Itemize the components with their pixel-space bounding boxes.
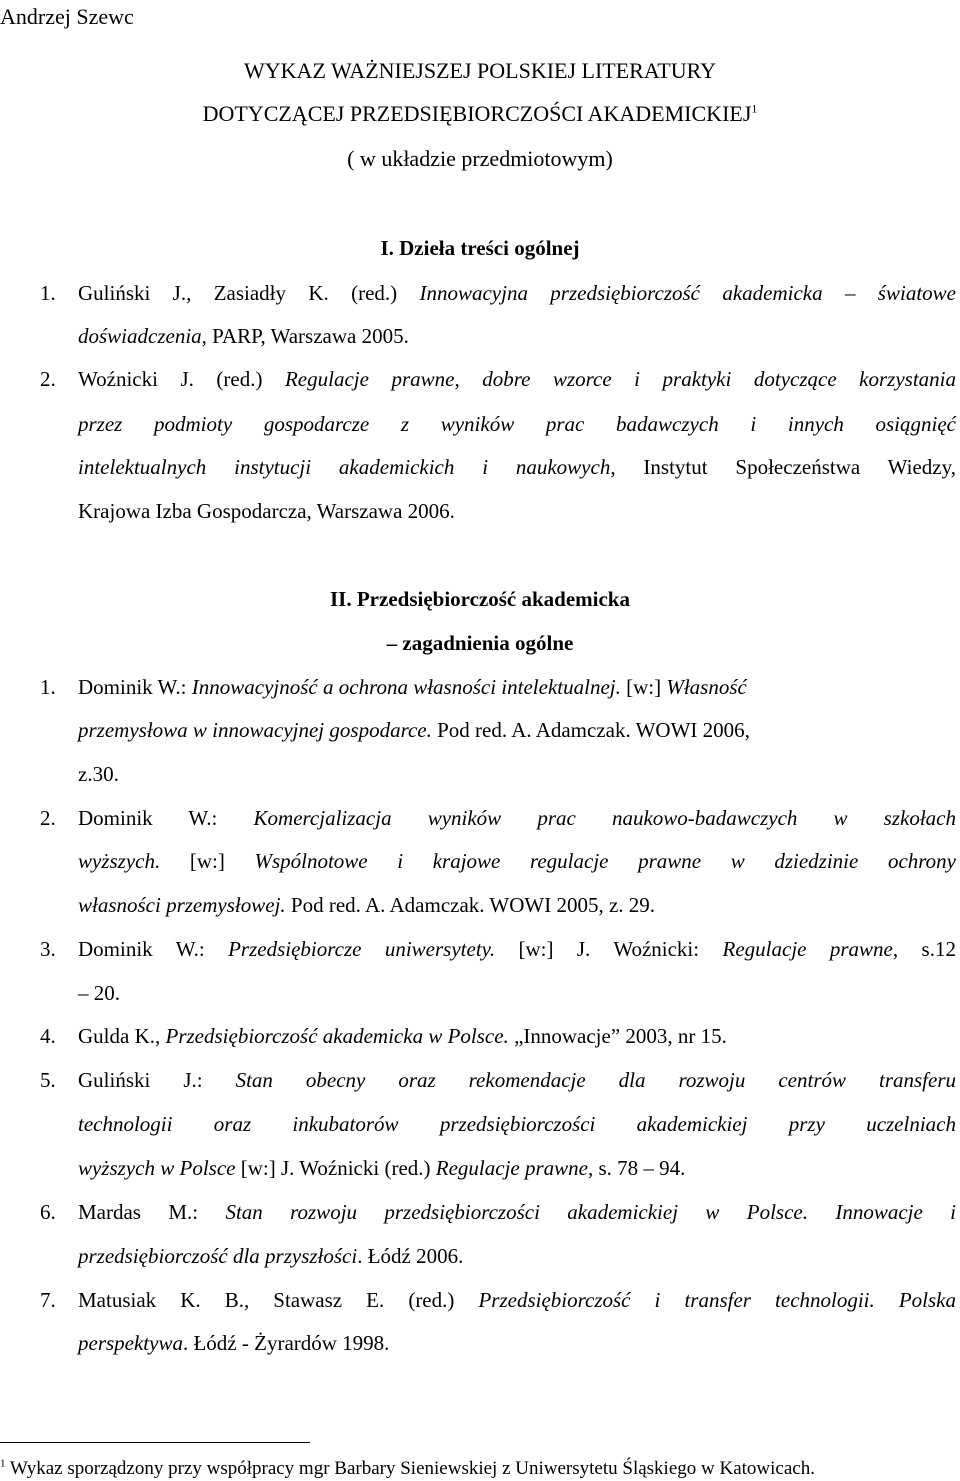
list-item-text	[78, 675, 747, 700]
list-item-text: z.30.	[78, 762, 119, 786]
list-item-text	[78, 1200, 956, 1225]
section-2-heading: II. Przedsiębiorczość akademicka	[330, 587, 630, 611]
item-title: perspektywa	[78, 1331, 183, 1355]
list-item-number: 6.	[40, 1200, 56, 1224]
item-title: intelektualnych instytucji akademickich i naukowych	[78, 455, 611, 479]
document-title-text: DOTYCZĄCEJ PRZEDSIĘBIORCZOŚCI AKADEMICKIEJ	[202, 101, 752, 126]
item-title: Komercjalizacja wyników prac naukowo-badawczych w szkołach	[253, 806, 956, 830]
item-title: Innowacyjna przedsiębiorczość akademicka – światowe	[419, 281, 956, 305]
list-item-text	[78, 1024, 727, 1049]
footnote	[0, 1458, 815, 1480]
list-item-number: 1.	[40, 281, 56, 305]
item-source: „Innowacje” 2003, nr 15.	[508, 1024, 727, 1048]
item-source: Wspólnotowe i krajowe regulacje prawne w dziedzinie ochrony	[254, 849, 956, 873]
item-title: Innowacyjność a ochrona własności intelektualnej.	[191, 675, 621, 699]
list-item-number: 2.	[40, 367, 56, 391]
item-title: Przedsiębiorczość akademicka w Polsce.	[165, 1024, 509, 1048]
item-in: [w:] J. Woźnicki:	[495, 937, 723, 961]
item-source: Regulacje prawne,	[435, 1156, 594, 1180]
document-subtitle: ( w układzie przedmiotowym)	[347, 146, 613, 171]
footnote-reference[interactable]: 1	[751, 101, 758, 116]
item-title: przez podmioty gospodarcze z wyników prac badawczych i innych osiągnięć	[78, 412, 956, 436]
list-item-text	[78, 937, 956, 962]
list-item-text	[78, 893, 655, 918]
item-author: Mardas M.:	[78, 1200, 226, 1224]
list-item-text	[78, 849, 956, 874]
item-title: Stan rozwoju przedsiębiorczości akademickiej w Polsce. Innowacje i	[225, 1200, 956, 1224]
item-title: przedsiębiorczość dla przyszłości	[78, 1244, 358, 1268]
list-item-text	[78, 718, 750, 743]
item-source: Regulacje prawne	[722, 937, 893, 961]
list-item-text	[78, 1156, 685, 1181]
list-item-text	[78, 412, 956, 437]
item-title: wyższych.	[78, 849, 161, 873]
list-item-number: 5.	[40, 1068, 56, 1092]
item-title: Przedsiębiorcze uniwersytety.	[228, 937, 496, 961]
list-item-text	[78, 455, 956, 480]
document-title-line-2	[0, 101, 960, 127]
list-item-number: 4.	[40, 1024, 56, 1048]
list-item-text	[78, 1244, 463, 1269]
list-item-number: 2.	[40, 806, 56, 830]
list-item-text	[78, 806, 956, 831]
item-author: Matusiak K. B., Stawasz E. (red.)	[78, 1288, 479, 1312]
item-author: Guliński J.:	[78, 1068, 236, 1092]
item-title: Regulacje prawne, dobre wzorce i praktyki dotyczące korzystania	[284, 367, 956, 391]
list-item-text: – 20.	[78, 981, 120, 1005]
list-item-text	[78, 324, 409, 349]
item-title: wyższych w Polsce	[78, 1156, 236, 1180]
list-item-text	[78, 1068, 956, 1093]
item-author: Dominik W.:	[78, 806, 254, 830]
footnote-separator	[0, 1442, 310, 1443]
item-in: [w:] J. Woźnicki (red.)	[235, 1156, 436, 1180]
section-2-subheading: – zagadnienia ogólne	[386, 631, 574, 655]
list-item-text: Krajowa Izba Gospodarcza, Warszawa 2006.	[78, 499, 455, 523]
item-publisher: . Łódź 2006.	[357, 1244, 464, 1268]
item-author: Guliński J., Zasiadły K. (red.)	[78, 281, 420, 305]
item-publisher: Pod red. A. Adamczak. WOWI 2006,	[431, 718, 750, 742]
item-title: doświadczenia	[78, 324, 202, 348]
footnote-text: Wykaz sporządzony przy współpracy mgr Barbary Sieniewskiej z Uniwersytetu Śląskiego w Katowicach.	[5, 1458, 815, 1479]
item-title: Przedsiębiorczość i transfer technologii. Polska	[478, 1288, 956, 1312]
author-name: Andrzej Szewc	[0, 4, 134, 29]
footnote-mark: 1	[0, 1457, 6, 1470]
item-author: Gulda K.,	[78, 1024, 166, 1048]
item-pages: , s.12	[892, 937, 956, 961]
item-author: Dominik W.:	[78, 675, 192, 699]
item-title: technologii oraz inkubatorów przedsiębiorczości akademickiej przy uczelniach	[78, 1112, 956, 1136]
item-pages: s. 78 – 94.	[593, 1156, 686, 1180]
list-item-number: 3.	[40, 937, 56, 961]
list-item-number: 7.	[40, 1288, 56, 1312]
list-item-text	[78, 367, 956, 392]
item-publisher: Pod red. A. Adamczak. WOWI 2005, z. 29.	[285, 893, 656, 917]
section-1-heading: I. Dzieła treści ogólnej	[380, 236, 580, 260]
list-item-number: 1.	[40, 675, 56, 699]
list-item-text	[78, 281, 956, 306]
item-publisher: , PARP, Warszawa 2005.	[201, 324, 409, 348]
item-title: Stan obecny oraz rekomendacje dla rozwoju centrów transferu	[235, 1068, 956, 1092]
document-title-line-1: WYKAZ WAŻNIEJSZEJ POLSKIEJ LITERATURY	[244, 58, 716, 83]
item-in: [w:]	[620, 675, 667, 699]
item-in: [w:]	[160, 849, 255, 873]
item-author: Woźnicki J. (red.)	[78, 367, 285, 391]
list-item-text	[78, 1288, 956, 1313]
item-author: Dominik W.:	[78, 937, 229, 961]
item-publisher: , Instytut Społeczeństwa Wiedzy,	[610, 455, 956, 479]
list-item-text	[78, 1112, 956, 1137]
item-source: Własność	[666, 675, 747, 699]
item-source: własności przemysłowej.	[78, 893, 286, 917]
item-source: przemysłowa w innowacyjnej gospodarce.	[78, 718, 432, 742]
item-publisher: . Łódź - Żyrardów 1998.	[182, 1331, 390, 1355]
list-item-text	[78, 1331, 389, 1356]
